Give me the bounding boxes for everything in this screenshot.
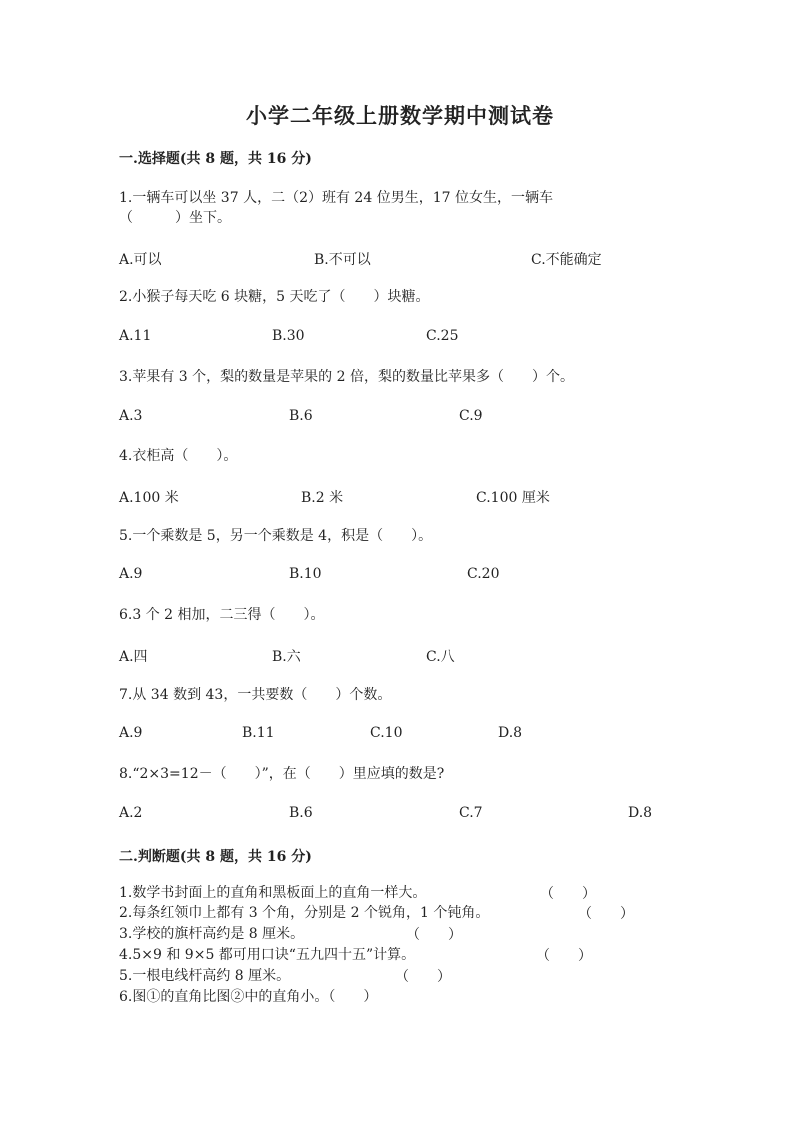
question-1-option-a[interactable]: A.可以 <box>119 252 162 268</box>
question-8-option-c[interactable]: C.7 <box>459 805 483 821</box>
tf-item-4-answer[interactable]: （ ） <box>536 948 592 964</box>
question-2-option-a[interactable]: A.11 <box>119 328 152 344</box>
question-3-option-b[interactable]: B.6 <box>289 408 313 424</box>
question-4-option-c[interactable]: C.100 厘米 <box>476 490 550 506</box>
question-5-option-c[interactable]: C.20 <box>467 566 500 582</box>
question-7: 7.从 34 数到 43，一共要数（ ）个数。 <box>119 687 392 703</box>
question-3-option-a[interactable]: A.3 <box>119 408 143 424</box>
question-7-option-d[interactable]: D.8 <box>498 725 523 741</box>
question-6-option-b[interactable]: B.六 <box>272 649 301 665</box>
question-1-option-b[interactable]: B.不可以 <box>314 252 371 268</box>
question-2: 2.小猴子每天吃 6 块糖，5 天吃了（ ）块糖。 <box>119 289 430 305</box>
tf-item-3: 3.学校的旗杆高约是 8 厘米。 <box>119 926 305 942</box>
question-8-option-d[interactable]: D.8 <box>628 805 653 821</box>
tf-item-2: 2.每条红领巾上都有 3 个角，分别是 2 个锐角，1 个钝角。 <box>119 905 490 921</box>
question-6-option-a[interactable]: A.四 <box>119 649 148 665</box>
tf-item-2-answer[interactable]: （ ） <box>578 906 634 922</box>
question-1-line1: 1.一辆车可以坐 37 人，二（2）班有 24 位男生，17 位女生，一辆车 <box>119 190 553 206</box>
tf-item-5: 5.一根电线杆高约 8 厘米。 <box>119 968 291 984</box>
question-2-option-c[interactable]: C.25 <box>426 328 459 344</box>
question-5-option-b[interactable]: B.10 <box>289 566 322 582</box>
question-7-option-b[interactable]: B.11 <box>242 725 275 741</box>
page-title: 小学二年级上册数学期中测试卷 <box>246 103 554 128</box>
question-3-option-c[interactable]: C.9 <box>459 408 483 424</box>
question-5: 5.一个乘数是 5，另一个乘数是 4，积是（ ）。 <box>119 528 433 544</box>
question-3: 3.苹果有 3 个，梨的数量是苹果的 2 倍，梨的数量比苹果多（ ）个。 <box>119 369 574 385</box>
question-1-line2: （ ）坐下。 <box>119 210 231 226</box>
question-6: 6.3 个 2 相加，二三得（ ）。 <box>119 607 325 623</box>
question-7-option-c[interactable]: C.10 <box>370 725 403 741</box>
question-4-option-a[interactable]: A.100 米 <box>119 490 179 506</box>
question-4-option-b[interactable]: B.2 米 <box>301 490 344 506</box>
section-heading-choice: 一.选择题(共 8 题，共 16 分) <box>119 151 312 167</box>
question-4: 4.衣柜高（ ）。 <box>119 448 238 464</box>
question-5-option-a[interactable]: A.9 <box>119 566 143 582</box>
section-heading-true-false: 二.判断题(共 8 题，共 16 分) <box>119 849 312 865</box>
tf-item-3-answer[interactable]: （ ） <box>406 927 462 943</box>
question-2-option-b[interactable]: B.30 <box>272 328 305 344</box>
question-8-option-a[interactable]: A.2 <box>119 805 143 821</box>
question-8-option-b[interactable]: B.6 <box>289 805 313 821</box>
question-8: 8.“2×3=12－（ ）”，在（ ）里应填的数是? <box>119 766 445 782</box>
question-1-option-c[interactable]: C.不能确定 <box>531 252 602 268</box>
question-7-option-a[interactable]: A.9 <box>119 725 143 741</box>
tf-item-1: 1.数学书封面上的直角和黑板面上的直角一样大。 <box>119 885 427 901</box>
question-6-option-c[interactable]: C.八 <box>426 649 455 665</box>
tf-item-4: 4.5×9 和 9×5 都可用口诀“五九四十五”计算。 <box>119 947 416 963</box>
tf-item-5-answer[interactable]: （ ） <box>395 969 451 985</box>
tf-item-6: 6.图①的直角比图②中的直角小。（ ） <box>119 989 378 1005</box>
tf-item-1-answer[interactable]: （ ） <box>540 886 596 902</box>
